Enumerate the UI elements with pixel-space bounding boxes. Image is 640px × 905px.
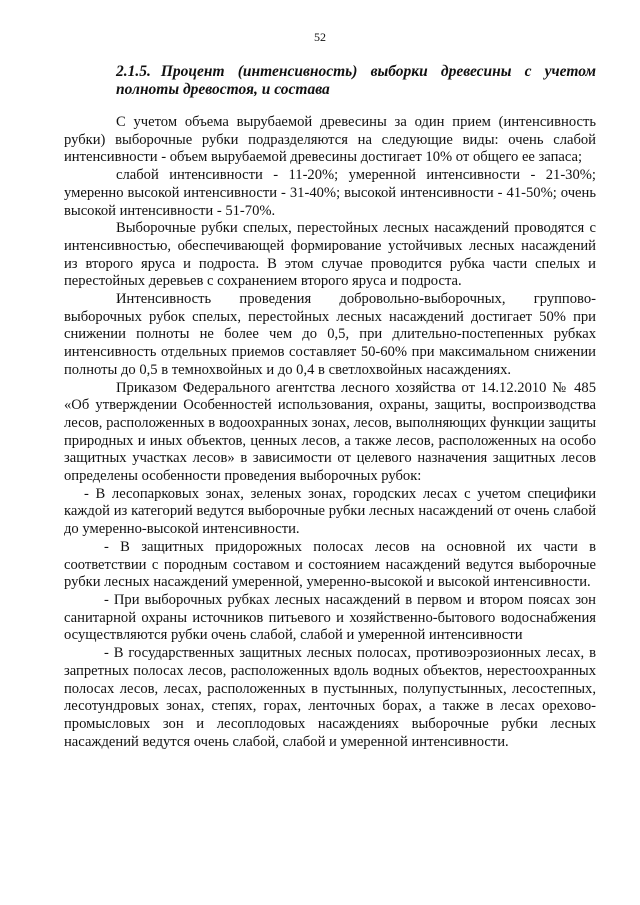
list-item-sanitary-zones: - При выборочных рубках лесных насаждений в первом и втором поясах зон санитарной охраны источников питьевого и хозяйственно-бытового водоснабжения осуществляются рубки очень слабой, слабой и умеренной интенсивности (64, 591, 596, 644)
section-title: Процент (интенсивность) выборки древесины с учетом полноты древостоя, и состава (116, 63, 596, 98)
section-heading (116, 63, 596, 98)
paragraph-intro: С учетом объема вырубаемой древесины за один прием (интенсивность рубки) выборочные рубки подразделяются на следующие виды: очень слабой интенсивности - объем вырубаемой древесины достигает 10% от общего ее запаса; (64, 114, 596, 166)
paragraph-mature-stands: Выборочные рубки спелых, перестойных лесных насаждений проводятся с интенсивностью, обеспечивающей формирование устойчивых лесных насаждений из второго яруса и подроста. В этом случае проводится рубка части спелых и перестойных деревьев с сохранением второго яруса и подроста. (64, 220, 596, 290)
paragraph-intensity-levels: слабой интенсивности - 11-20%; умеренной интенсивности - 21-30%; умеренно высокой интенсивности - 31-40%; высокой интенсивности - 41-50%; очень высокой интенсивности - 51-70%. (64, 167, 596, 219)
page-number: 52 (314, 30, 326, 44)
body-text (64, 114, 596, 751)
list-item-roadside-strips: - В защитных придорожных полосах лесов на основной их части в соответствии с породным составом и состоянием насаждений ведутся выборочные рубки лесных насаждений умеренной, умеренно-высокой и высокой интенсивности. (64, 538, 596, 591)
list-item-protective-belts: - В государственных защитных лесных полосах, противоэрозионных лесах, в запретных полосах лесов, расположенных вдоль водных объектов, нерестоохранных полосах лесов, лесах, расположенных в пустынных, полупустынных, лесостепных, лесотундровых зонах, степях, горах, ленточных борах, а также в лесах орехово-промысловых зон и лесоплодовых насаждениях выборочные рубки лесных насаждений ведутся очень слабой, слабой и умеренной интенсивности. (64, 645, 596, 750)
paragraph-intensity-limits: Интенсивность проведения добровольно-выборочных, группово-выборочных рубок спелых, перестойных лесных насаждений достигает 50% при снижении полноты не более чем до 0,5, при длительно-постепенных рубках интенсивность отдельных приемов составляет 50-60% при максимальном снижении полноты до 0,5 в темнохвойных и до 0,4 в светлохвойных насаждениях. (64, 291, 596, 378)
list-item-forest-parks: - В лесопарковых зонах, зеленых зонах, городских лесах с учетом специфики каждой из категорий ведутся выборочные рубки лесных насаждений от очень слабой до умеренно-высокой интенсивности. (64, 485, 596, 538)
paragraph-order-reference: Приказом Федерального агентства лесного хозяйства от 14.12.2010 № 485 «Об утверждении Особенностей использования, охраны, защиты, воспроизводства лесов, расположенных в водоохранных зонах, лесов, выполняющих функции защиты природных и иных объектов, ценных лесов, а также лесов, расположенных на особо защитных участках лесов» в зависимости от целевого назначения защитных лесов определены особенности проведения выборочных рубок: (64, 379, 596, 485)
section-number: 2.1.5. (116, 63, 151, 80)
